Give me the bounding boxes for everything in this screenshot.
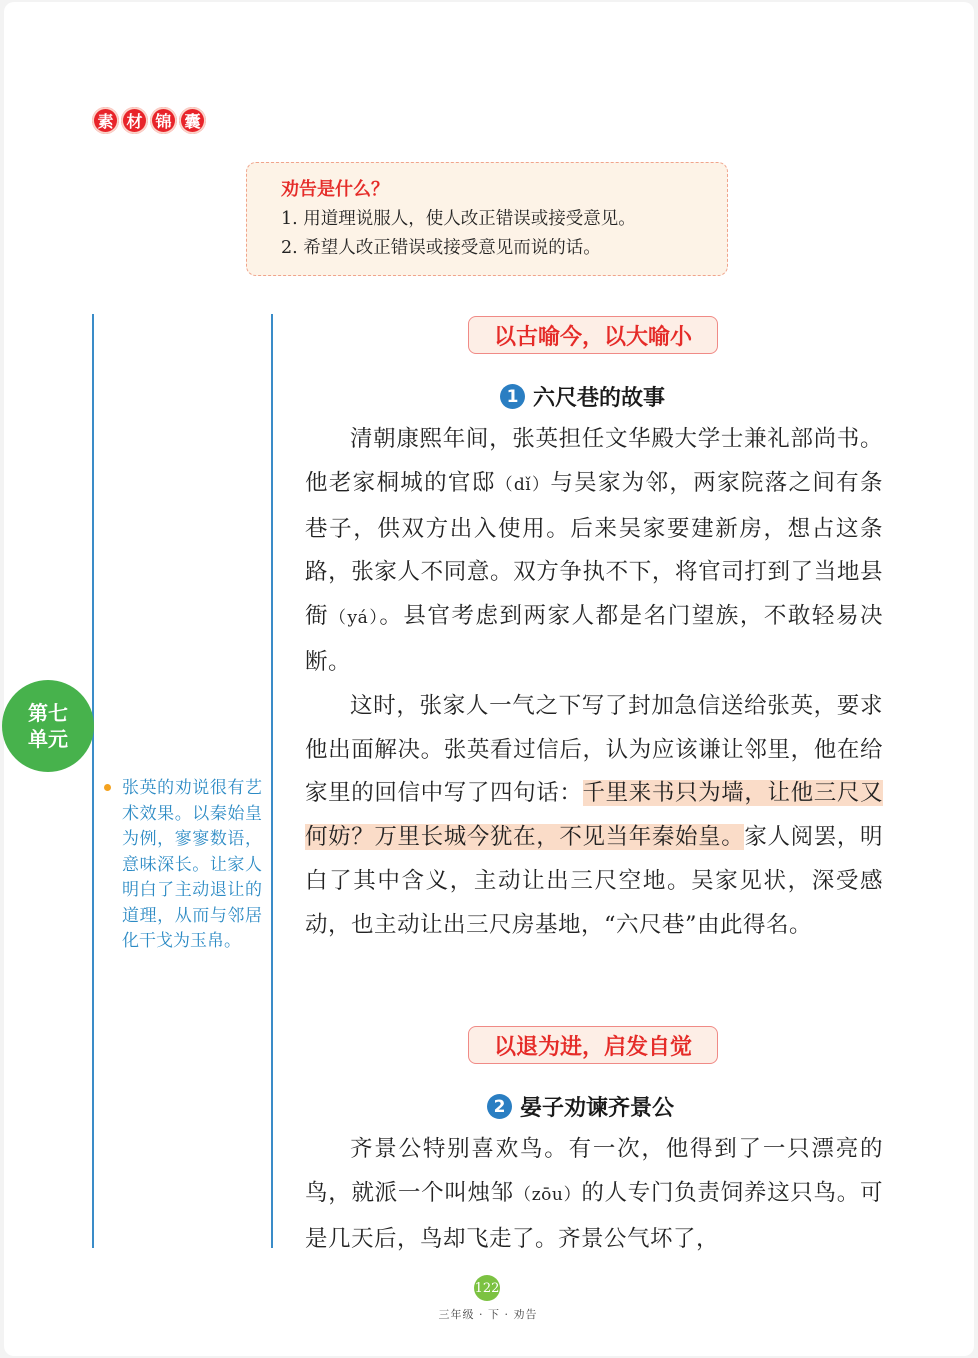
paragraph — [305, 418, 883, 685]
section-tag-1: 以古喻今，以大喻小 — [468, 316, 718, 354]
paragraph — [305, 1128, 883, 1261]
story-2-body — [305, 1128, 883, 1261]
pinyin-note: （zōu） — [514, 1184, 582, 1205]
side-note-text: 张英的劝说很有艺术效果。以秦始皇为例，寥寥数语，意味深长。让家人明白了主动退让的道理，从而与邻居化干戈为玉帛。 — [122, 778, 262, 951]
margin-line-left — [92, 314, 94, 1248]
text-run: 齐景公特别喜欢鸟。有一次，他得到了一只漂亮的鸟，就派一个叫烛邹 — [305, 1136, 883, 1206]
badge-char: 材 — [121, 107, 148, 134]
text-run: 。县官考虑到两家人都是名门望族，不敢轻易决断。 — [305, 603, 883, 675]
material-badge — [92, 107, 208, 134]
story-number-icon: 2 — [487, 1094, 512, 1119]
paragraph — [305, 685, 883, 948]
badge-char: 囊 — [179, 107, 206, 134]
badge-char: 锦 — [150, 107, 177, 134]
pinyin-note: （dǐ） — [495, 474, 551, 495]
definition-line-2: 2. 希望人改正错误或接受意见而说的话。 — [281, 238, 601, 258]
text-run: 清朝康熙年间，张英担任文华殿大学士兼礼部尚书。他老家桐城的官邸 — [305, 426, 883, 496]
story-number-icon: 1 — [500, 384, 525, 409]
margin-line-right — [271, 314, 273, 1248]
bullet-dot-icon — [104, 784, 111, 791]
highlighted-poem: 千里来书只为墙，让他三尺又何妨？万里长城今犹在，不见当年秦始皇。 — [305, 780, 883, 851]
unit-tab-line1: 第七 — [28, 701, 68, 725]
footer-caption: 三年级 · 下 · 劝告 — [438, 1308, 538, 1321]
unit-tab-line2: 单元 — [28, 727, 68, 751]
definition-title: 劝告是什么？ — [281, 179, 389, 200]
section-tag-2: 以退为进，启发自觉 — [468, 1026, 718, 1064]
story-title-text: 六尺巷的故事 — [533, 386, 666, 411]
story-title-text: 晏子劝谏齐景公 — [520, 1096, 675, 1121]
story-title-1 — [500, 381, 665, 412]
text-run: 这时，张家人一气之下写了封加急信送给张英，要求他出面解决。张英看过信后，认为应该谦让邻里，他在给家里的回信中写了四句话： — [305, 692, 883, 807]
definition-box — [246, 162, 728, 276]
unit-tab — [2, 680, 94, 772]
badge-char: 素 — [92, 107, 119, 134]
text-run: 家人阅罢，明白了其中含义，主动让出三尺空地。吴家见状，深受感动，也主动让出三尺房基地，“六尺巷”由此得名。 — [305, 824, 883, 938]
definition-line-1: 1. 用道理说服人，使人改正错误或接受意见。 — [281, 209, 636, 229]
page-number: 122 — [474, 1275, 500, 1301]
text-run: 与吴家为邻，两家院落之间有条巷子，供双方出入使用。后来吴家要建新房，想占这条路，张家人不同意。双方争执不下，将官司打到了当地县衙 — [305, 469, 883, 630]
pinyin-note: （yá） — [329, 608, 380, 629]
side-note — [104, 776, 262, 955]
story-1-body — [305, 418, 883, 948]
story-title-2 — [487, 1091, 674, 1122]
text-run: 的人专门负责饲养这只鸟。可是几天后，鸟却飞走了。齐景公气坏了， — [305, 1179, 883, 1252]
